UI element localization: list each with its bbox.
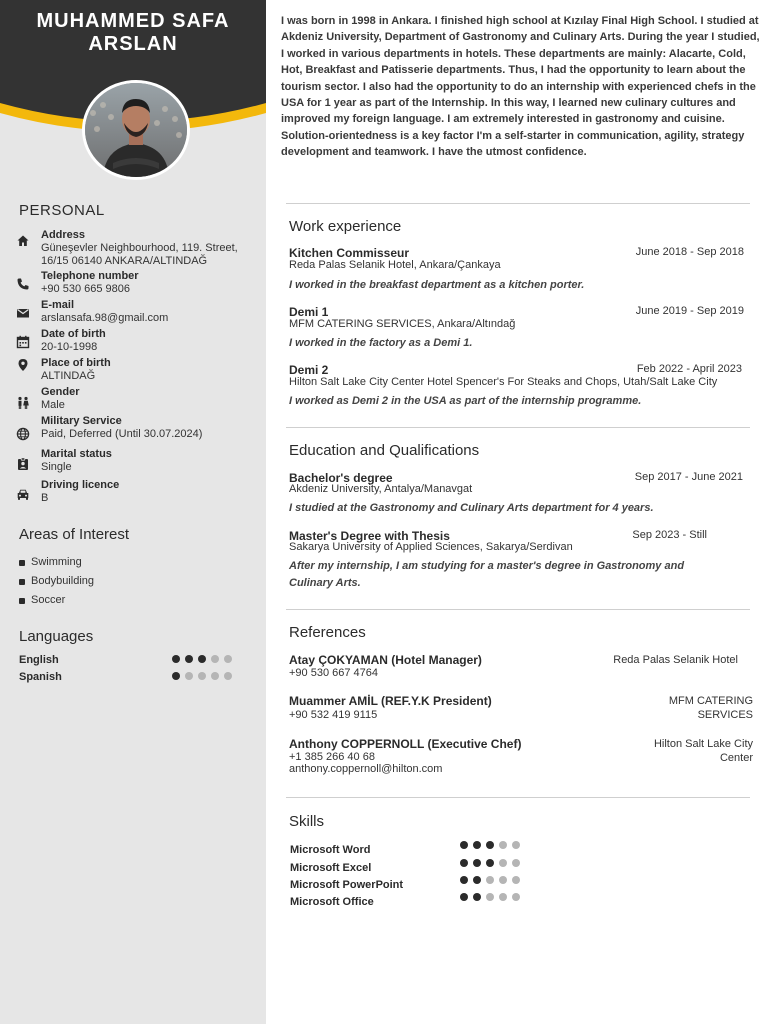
home-icon bbox=[16, 234, 30, 248]
references-section-title: References bbox=[289, 624, 366, 641]
personal-driving-licence bbox=[16, 479, 261, 509]
job-title: Demi 1 bbox=[289, 305, 329, 319]
language-level bbox=[172, 672, 237, 684]
degree-description: I studied at the Gastronomy and Culinary Arts department for 4 years. bbox=[289, 502, 654, 514]
work-entry bbox=[289, 246, 744, 296]
reference-entry bbox=[289, 653, 753, 683]
rating-dot-empty bbox=[512, 876, 520, 884]
personal-marital-status bbox=[16, 448, 261, 478]
rating-dot-empty bbox=[512, 859, 520, 867]
email-value: arslansafa.98@gmail.com bbox=[41, 312, 169, 324]
rating-dot-filled bbox=[473, 859, 481, 867]
rating-dot-filled bbox=[185, 655, 193, 663]
job-title: Demi 2 bbox=[289, 363, 329, 377]
rating-dot-filled bbox=[460, 893, 468, 901]
job-dates: Feb 2022 - April 2023 bbox=[636, 363, 742, 375]
military-service-value: Paid, Deferred (Until 30.07.2024) bbox=[41, 428, 203, 440]
education-entry bbox=[289, 529, 744, 593]
language-level bbox=[172, 655, 237, 667]
personal-section-title: PERSONAL bbox=[19, 202, 105, 219]
personal-military-service bbox=[16, 415, 261, 445]
reference-organization: MFM CATERING SERVICES bbox=[668, 695, 753, 721]
interest-item: Swimming bbox=[19, 556, 82, 568]
skill-name: Microsoft Excel bbox=[290, 862, 372, 874]
skill-name: Microsoft PowerPoint bbox=[290, 879, 404, 891]
reference-phone: +90 530 667 4764 bbox=[289, 667, 379, 679]
degree-title: Bachelor's degree bbox=[289, 471, 393, 485]
address-line-2: 16/15 06140 ANKARA/ALTINDAĞ bbox=[41, 255, 208, 267]
about-summary: I was born in 1998 in Ankara. I finished high school at Kızılay Final High School. I studied at Akdeniz University, Department of Gastronomy and Culinary Arts. During the year I studied, I worked in various departments in hotels. These departments are mainly: Alacarte, Cold, Hot, Breakfast and Patisserie departments. Thus, I had the opportunity to learn about the tourism sector. I also had the opportunity to do an internship with experienced chefs in the USA for 1 year as part of the Internship. In this way, I learned new culinary cultures and improved my foreign language. I am extremely interested in gastronomy and cuisine. Solution-orientedness is a key factor I'm a self-starter in communication, agility, strategy development and teamwork. I have the utmost confidence. bbox=[281, 15, 760, 159]
rating-dot-empty bbox=[499, 876, 507, 884]
rating-dot-empty bbox=[486, 893, 494, 901]
rating-dot-filled bbox=[172, 655, 180, 663]
name-header bbox=[0, 0, 266, 200]
language-name: English bbox=[19, 654, 59, 666]
divider bbox=[286, 797, 750, 798]
personal-gender bbox=[16, 386, 261, 416]
job-dates: June 2019 - Sep 2019 bbox=[635, 305, 744, 317]
divider bbox=[286, 427, 750, 428]
gender-icon bbox=[16, 396, 30, 410]
full-name: MUHAMMED SAFA ARSLAN bbox=[36, 10, 230, 55]
work-section-title: Work experience bbox=[289, 218, 402, 235]
reference-email[interactable]: anthony.coppernoll@hilton.com bbox=[289, 763, 443, 775]
skill-name: Microsoft Word bbox=[290, 844, 371, 856]
driving-licence-value: B bbox=[41, 492, 49, 504]
divider bbox=[286, 203, 750, 204]
email-label: E-mail bbox=[41, 299, 75, 311]
language-row bbox=[19, 654, 244, 668]
gender-value: Male bbox=[41, 399, 65, 411]
degree-title: Master's Degree with Thesis bbox=[289, 529, 450, 543]
place-of-birth-value: ALTINDAĞ bbox=[41, 370, 96, 382]
calendar-icon bbox=[16, 335, 30, 349]
rating-dot-empty bbox=[486, 876, 494, 884]
reference-name: Muammer AMİL (REF.Y.K President) bbox=[289, 694, 492, 708]
skills-section-title: Skills bbox=[289, 813, 325, 830]
address-label: Address bbox=[41, 229, 86, 241]
degree-institution: Sakarya University of Applied Sciences, Sakarya/Serdivan bbox=[289, 541, 573, 553]
bullet-icon bbox=[19, 579, 25, 585]
job-dates: June 2018 - Sep 2018 bbox=[635, 246, 744, 258]
gender-label: Gender bbox=[41, 386, 80, 398]
personal-date-of-birth bbox=[16, 328, 261, 358]
education-entry bbox=[289, 471, 744, 521]
address-value bbox=[41, 242, 238, 268]
id-badge-icon bbox=[16, 457, 30, 471]
rating-dot-filled bbox=[460, 859, 468, 867]
personal-telephone bbox=[16, 270, 261, 300]
address-line-1: Güneşevler Neighbourhood, 119. Street, bbox=[41, 242, 238, 254]
skill-row bbox=[290, 844, 530, 858]
rating-dot-filled bbox=[486, 841, 494, 849]
rating-dot-filled bbox=[198, 655, 206, 663]
skill-row bbox=[290, 862, 530, 876]
rating-dot-empty bbox=[499, 893, 507, 901]
sidebar bbox=[0, 0, 266, 1024]
language-row bbox=[19, 671, 244, 685]
divider bbox=[286, 609, 750, 610]
rating-dot-empty bbox=[198, 672, 206, 680]
reference-name: Atay ÇOKYAMAN (Hotel Manager) bbox=[289, 653, 482, 667]
globe-icon bbox=[16, 427, 30, 441]
rating-dot-empty bbox=[224, 655, 232, 663]
skill-row bbox=[290, 896, 530, 910]
reference-organization: Hilton Salt Lake City Center bbox=[653, 738, 753, 764]
work-entry bbox=[289, 305, 744, 355]
job-description: I worked in the factory as a Demi 1. bbox=[289, 337, 473, 349]
phone-icon bbox=[16, 277, 30, 291]
personal-email bbox=[16, 299, 261, 329]
job-description: I worked as Demi 2 in the USA as part of the internship programme. bbox=[289, 395, 642, 407]
skill-level bbox=[460, 893, 525, 905]
location-pin-icon bbox=[16, 358, 30, 372]
skill-level bbox=[460, 841, 525, 853]
job-employer: Hilton Salt Lake City Center Hotel Spencer's For Steaks and Chops, Utah/Salt Lake City bbox=[289, 376, 718, 388]
reference-organization: Reda Palas Selanik Hotel bbox=[613, 654, 738, 666]
rating-dot-empty bbox=[211, 655, 219, 663]
reference-entry bbox=[289, 737, 753, 779]
car-icon bbox=[16, 487, 30, 501]
telephone-label: Telephone number bbox=[41, 270, 139, 282]
mail-icon bbox=[16, 306, 30, 320]
telephone-value: +90 530 665 9806 bbox=[41, 283, 131, 295]
marital-status-label: Marital status bbox=[41, 448, 112, 460]
rating-dot-empty bbox=[224, 672, 232, 680]
rating-dot-empty bbox=[211, 672, 219, 680]
date-of-birth-label: Date of birth bbox=[41, 328, 106, 340]
reference-name: Anthony COPPERNOLL (Executive Chef) bbox=[289, 737, 522, 751]
rating-dot-filled bbox=[460, 876, 468, 884]
job-employer: MFM CATERING SERVICES, Ankara/Altındağ bbox=[289, 318, 516, 330]
skill-level bbox=[460, 876, 525, 888]
profile-photo bbox=[82, 80, 190, 180]
language-name: Spanish bbox=[19, 671, 62, 683]
rating-dot-filled bbox=[473, 876, 481, 884]
rating-dot-empty bbox=[499, 859, 507, 867]
job-title: Kitchen Commisseur bbox=[289, 246, 410, 260]
rating-dot-filled bbox=[460, 841, 468, 849]
place-of-birth-label: Place of birth bbox=[41, 357, 111, 369]
date-of-birth-value: 20-10-1998 bbox=[41, 341, 98, 353]
education-section-title: Education and Qualifications bbox=[289, 442, 480, 459]
rating-dot-empty bbox=[185, 672, 193, 680]
skill-row bbox=[290, 879, 530, 893]
rating-dot-empty bbox=[512, 841, 520, 849]
rating-dot-filled bbox=[473, 841, 481, 849]
reference-phone: +90 532 419 9115 bbox=[289, 709, 378, 721]
degree-description: After my internship, I am studying for a master's degree in Gastronomy and Culinary Arts. bbox=[289, 560, 685, 589]
interests-section-title: Areas of Interest bbox=[19, 526, 130, 543]
job-employer: Reda Palas Selanik Hotel, Ankara/Çankaya bbox=[289, 259, 501, 271]
interest-item: Soccer bbox=[19, 594, 65, 606]
rating-dot-filled bbox=[172, 672, 180, 680]
job-description: I worked in the breakfast department as a kitchen porter. bbox=[289, 279, 585, 291]
work-entry bbox=[289, 363, 744, 413]
skill-name: Microsoft Office bbox=[290, 896, 374, 908]
bullet-icon bbox=[19, 560, 25, 566]
rating-dot-empty bbox=[512, 893, 520, 901]
personal-address bbox=[16, 229, 261, 269]
rating-dot-filled bbox=[486, 859, 494, 867]
marital-status-value: Single bbox=[41, 461, 72, 473]
military-service-label: Military Service bbox=[41, 415, 122, 427]
personal-place-of-birth bbox=[16, 357, 261, 387]
rating-dot-empty bbox=[499, 841, 507, 849]
languages-section-title: Languages bbox=[19, 628, 94, 645]
reference-entry bbox=[289, 694, 753, 724]
skill-level bbox=[460, 859, 525, 871]
degree-institution: Akdeniz University, Antalya/Manavgat bbox=[289, 483, 473, 495]
degree-dates: Sep 2017 - June 2021 bbox=[634, 471, 743, 483]
interest-item: Bodybuilding bbox=[19, 575, 94, 587]
driving-licence-label: Driving licence bbox=[41, 479, 120, 491]
degree-dates: Sep 2023 - Still bbox=[632, 529, 707, 541]
rating-dot-filled bbox=[473, 893, 481, 901]
reference-phone: +1 385 266 40 68 bbox=[289, 751, 375, 763]
bullet-icon bbox=[19, 598, 25, 604]
